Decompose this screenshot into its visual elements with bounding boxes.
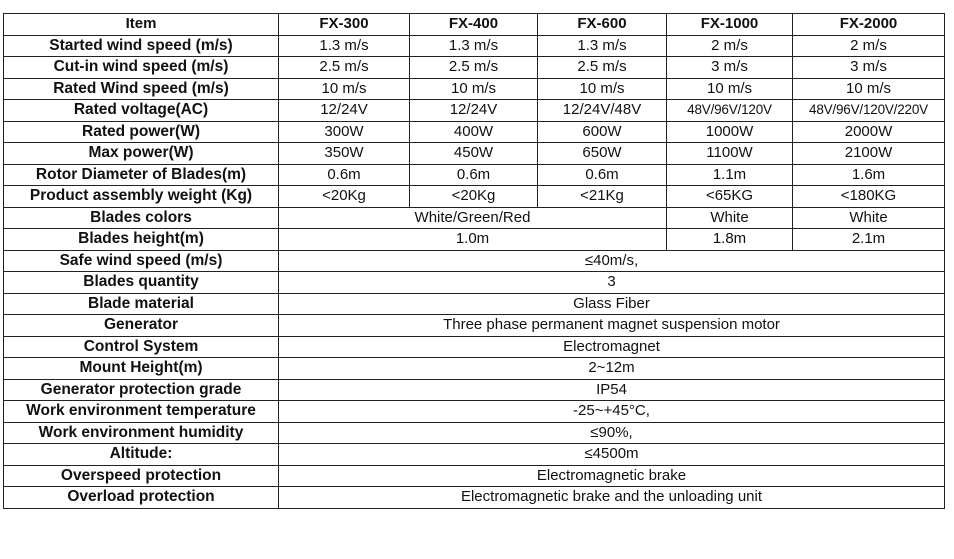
value-cell: 1.3 m/s: [410, 35, 538, 57]
value-cell: 2 m/s: [793, 35, 945, 57]
table-row: [4, 379, 945, 401]
value-cell: 2.5 m/s: [538, 57, 667, 79]
table-row: [4, 487, 945, 509]
table-row: [4, 100, 945, 122]
value-cell: Three phase permanent magnet suspension motor: [279, 315, 945, 337]
row-label: Blades height(m): [4, 229, 279, 251]
value-cell: 10 m/s: [793, 78, 945, 100]
header-model: FX-400: [410, 14, 538, 36]
value-cell: Glass Fiber: [279, 293, 945, 315]
value-cell: 0.6m: [410, 164, 538, 186]
value-cell: 1.1m: [667, 164, 793, 186]
value-cell: 3 m/s: [667, 57, 793, 79]
table-row: [4, 143, 945, 165]
row-label: Control System: [4, 336, 279, 358]
table-row: [4, 401, 945, 423]
value-cell: 2000W: [793, 121, 945, 143]
row-label: Generator protection grade: [4, 379, 279, 401]
row-label: Overload protection: [4, 487, 279, 509]
table-row: [4, 121, 945, 143]
header-row: [4, 14, 945, 36]
value-cell: 12/24V: [279, 100, 410, 122]
header-model: FX-2000: [793, 14, 945, 36]
value-cell: <20Kg: [410, 186, 538, 208]
header-model: FX-300: [279, 14, 410, 36]
value-cell: White/Green/Red: [279, 207, 667, 229]
value-cell: 2~12m: [279, 358, 945, 380]
value-cell: 1000W: [667, 121, 793, 143]
value-cell: 1.0m: [279, 229, 667, 251]
value-cell: <65KG: [667, 186, 793, 208]
value-cell: 1.3 m/s: [538, 35, 667, 57]
value-cell: 12/24V: [410, 100, 538, 122]
row-label: Generator: [4, 315, 279, 337]
value-cell: 10 m/s: [410, 78, 538, 100]
value-cell: 2.1m: [793, 229, 945, 251]
table-row: [4, 272, 945, 294]
value-cell: 3 m/s: [793, 57, 945, 79]
header-model: FX-1000: [667, 14, 793, 36]
table-row: [4, 229, 945, 251]
value-cell: 2.5 m/s: [410, 57, 538, 79]
header-item: Item: [4, 14, 279, 36]
value-cell: 48V/96V/120V: [667, 100, 793, 122]
header-model: FX-600: [538, 14, 667, 36]
value-cell: 0.6m: [279, 164, 410, 186]
row-label: Rated Wind speed (m/s): [4, 78, 279, 100]
value-cell: 1.3 m/s: [279, 35, 410, 57]
value-cell: 2 m/s: [667, 35, 793, 57]
row-label: Altitude:: [4, 444, 279, 466]
table-row: [4, 336, 945, 358]
value-cell: <180KG: [793, 186, 945, 208]
value-cell: Electromagnetic brake and the unloading unit: [279, 487, 945, 509]
value-cell: ≤4500m: [279, 444, 945, 466]
value-cell: -25~+45°C,: [279, 401, 945, 423]
table-row: [4, 293, 945, 315]
table-row: [4, 207, 945, 229]
row-label: Blade material: [4, 293, 279, 315]
spec-table: [3, 13, 945, 509]
value-cell: 2.5 m/s: [279, 57, 410, 79]
value-cell: 300W: [279, 121, 410, 143]
row-label: Started wind speed (m/s): [4, 35, 279, 57]
row-label: Safe wind speed (m/s): [4, 250, 279, 272]
row-label: Work environment humidity: [4, 422, 279, 444]
table-row: [4, 35, 945, 57]
table-row: [4, 164, 945, 186]
value-cell: 3: [279, 272, 945, 294]
value-cell: ≤90%,: [279, 422, 945, 444]
value-cell: White: [667, 207, 793, 229]
value-cell: IP54: [279, 379, 945, 401]
row-label: Work environment temperature: [4, 401, 279, 423]
row-label: Blades quantity: [4, 272, 279, 294]
value-cell: 1100W: [667, 143, 793, 165]
row-label: Overspeed protection: [4, 465, 279, 487]
table-row: [4, 444, 945, 466]
table-row: [4, 78, 945, 100]
table-row: [4, 422, 945, 444]
row-label: Product assembly weight (Kg): [4, 186, 279, 208]
value-cell: 400W: [410, 121, 538, 143]
value-cell: ≤40m/s,: [279, 250, 945, 272]
row-label: Rotor Diameter of Blades(m): [4, 164, 279, 186]
value-cell: 450W: [410, 143, 538, 165]
table-body: [4, 35, 945, 508]
value-cell: 350W: [279, 143, 410, 165]
row-label: Max power(W): [4, 143, 279, 165]
value-cell: 10 m/s: [667, 78, 793, 100]
value-cell: 2100W: [793, 143, 945, 165]
table-row: [4, 358, 945, 380]
row-label: Rated power(W): [4, 121, 279, 143]
value-cell: 10 m/s: [279, 78, 410, 100]
value-cell: 1.6m: [793, 164, 945, 186]
value-cell: 650W: [538, 143, 667, 165]
row-label: Rated voltage(AC): [4, 100, 279, 122]
value-cell: <20Kg: [279, 186, 410, 208]
row-label: Mount Height(m): [4, 358, 279, 380]
value-cell: <21Kg: [538, 186, 667, 208]
value-cell: 48V/96V/120V/220V: [793, 100, 945, 122]
value-cell: Electromagnetic brake: [279, 465, 945, 487]
table-row: [4, 465, 945, 487]
table-row: [4, 250, 945, 272]
value-cell: White: [793, 207, 945, 229]
value-cell: Electromagnet: [279, 336, 945, 358]
row-label: Cut-in wind speed (m/s): [4, 57, 279, 79]
row-label: Blades colors: [4, 207, 279, 229]
table-row: [4, 57, 945, 79]
table-row: [4, 315, 945, 337]
value-cell: 0.6m: [538, 164, 667, 186]
value-cell: 10 m/s: [538, 78, 667, 100]
table-row: [4, 186, 945, 208]
value-cell: 1.8m: [667, 229, 793, 251]
value-cell: 600W: [538, 121, 667, 143]
table-header: [4, 14, 945, 36]
value-cell: 12/24V/48V: [538, 100, 667, 122]
